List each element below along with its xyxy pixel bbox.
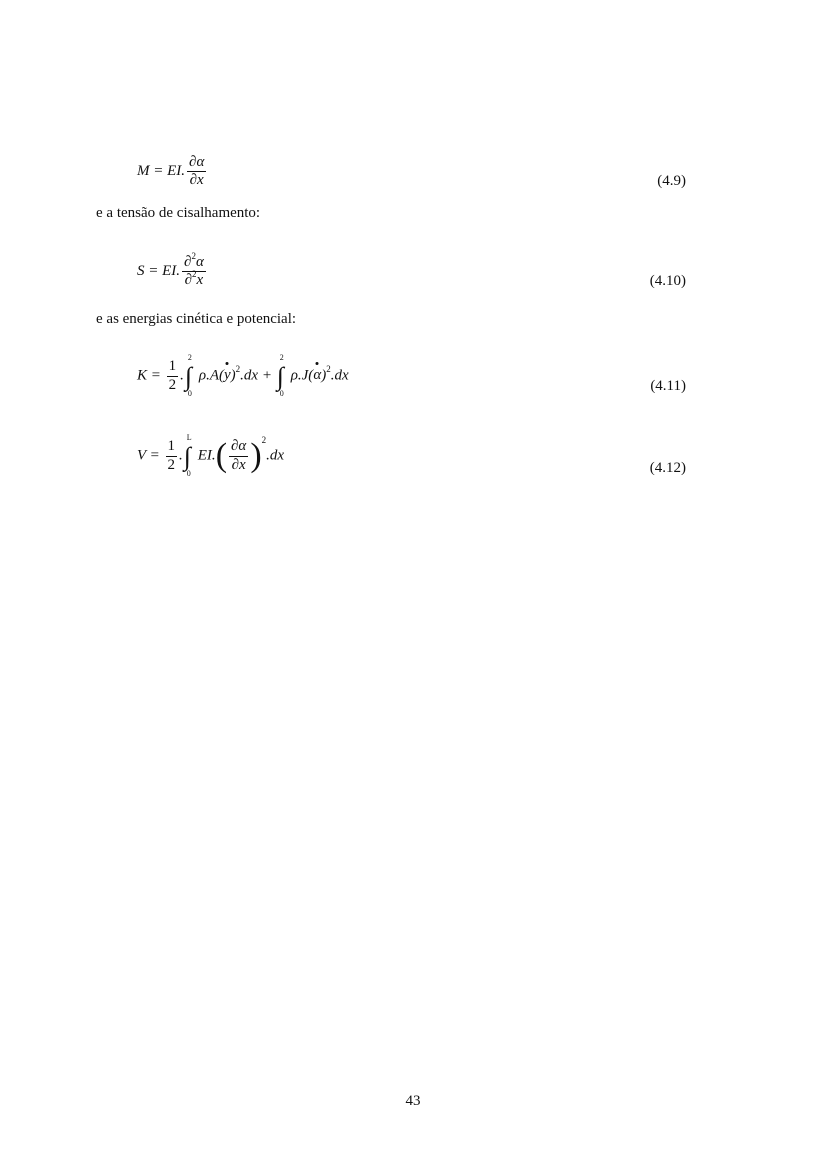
equation-4-9: M = EI. $\frac{\partial\alpha}{\partial x}$: [137, 154, 205, 189]
integral-sign: 2 ∫ 0: [276, 353, 284, 398]
equation-4-10: S = EI. $\frac{\partial^2\alpha}{\partial^2x}$: [137, 251, 204, 289]
equation-number: (4.9): [657, 173, 686, 189]
paragraph-text: e a tensão de cisalhamento:: [96, 205, 261, 221]
fraction: $\frac{\partial^2\alpha}{\partial^2x}$: [184, 251, 204, 289]
paragraph-text: e as energias cinética e potencial:: [96, 311, 297, 327]
fraction: $\frac{\partial\alpha}{\partial x}$: [231, 438, 247, 473]
fraction: $\frac{1}{2}$: [168, 358, 177, 393]
equation-number: (4.12): [649, 460, 686, 476]
integral-sign: 2 ∫ 0: [184, 353, 193, 398]
integral-sign: L ∫ 0: [183, 433, 192, 478]
fraction: $\frac{1}{2}$: [167, 438, 176, 473]
equation-number: (4.11): [650, 378, 686, 394]
fraction: $\frac{\partial\alpha}{\partial x}$: [189, 154, 205, 189]
equation-4-12: V = $\frac{1}{2}$ . L ∫ 0 EI.( $\frac{\partial\alpha}{\partial x}$ )$^2$.dx: [137, 433, 285, 478]
equation-4-11: K = $\frac{1}{2}$ . 2 ∫ 0 $\rho.A(y)^2.dx$ + 2 ∫ 0 $\rho.J(\alpha)^2.dx$: [137, 353, 349, 398]
page-number: 43: [405, 1093, 421, 1109]
equation-number: (4.10): [649, 273, 686, 289]
